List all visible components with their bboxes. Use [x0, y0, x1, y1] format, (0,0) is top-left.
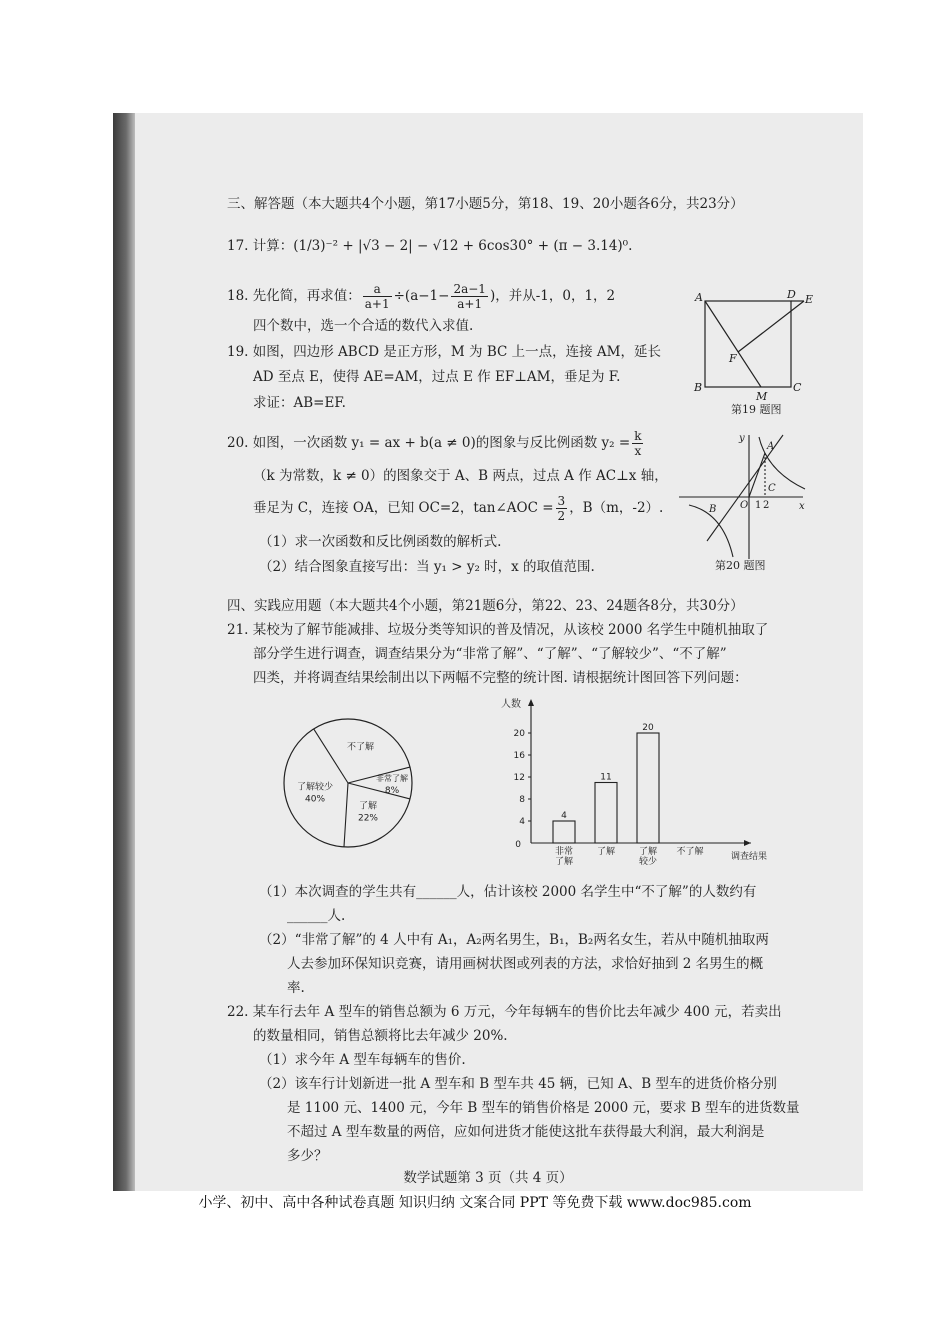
segment-am — [705, 301, 761, 387]
fig20-label-B: B — [709, 504, 717, 515]
bar — [553, 821, 575, 843]
bar-x-arrow — [744, 840, 751, 846]
q18-fraction-1 — [363, 282, 392, 311]
bar-y-tick-label: 16 — [513, 751, 525, 761]
q18-tail: )，并从-1，0，1，2 — [489, 288, 616, 304]
q19-line2: AD 至点 E，使得 AE=AM，过点 E 作 EF⊥AM，垂足为 F. — [253, 369, 621, 385]
figure-19-caption: 第19 题图 — [731, 403, 782, 416]
pie-label: 非常了解 — [376, 774, 408, 783]
q20-line2: （k 为常数，k ≠ 0）的图象交于 A、B 两点，过点 A 作 AC⊥x 轴， — [253, 468, 668, 484]
bar-category-label: 了解 — [554, 857, 574, 867]
q18-line2: 四个数中，选一个合适的数代入求值. — [253, 318, 474, 334]
q20-tan-num: 3 — [557, 494, 566, 508]
q20-tan-den: 2 — [557, 509, 566, 523]
q20-frac-num: k — [634, 429, 642, 443]
bar-y-tick-label: 12 — [513, 773, 525, 783]
q17-expression: (1/3)⁻² + |√3 − 2| − √12 + 6cos30° + (π − 3.14)⁰. — [293, 238, 633, 254]
q20-part1: （1）求一次函数和反比例函数的解析式. — [259, 534, 502, 550]
figure-20 — [679, 431, 809, 571]
pie-label: 了解 — [358, 801, 377, 812]
figure-20-caption: 第20 题图 — [715, 559, 766, 572]
q21-part2-b: 人去参加环保知识竞赛，请用画树状图或列表的方法，求恰好抽到 2 名男生的概 — [287, 956, 764, 972]
q18-fraction-2 — [451, 282, 487, 311]
pie-value-label: 8% — [384, 786, 400, 796]
label-C: C — [793, 381, 802, 394]
q17 — [227, 237, 632, 255]
fig20-label-x: x — [799, 501, 805, 512]
bar-category-label: 较少 — [638, 857, 658, 867]
bar-category-label: 了解 — [596, 847, 616, 857]
label-B: B — [694, 381, 703, 394]
q22-part1: （1）求今年 A 型车每辆车的售价. — [259, 1052, 466, 1068]
q19-line1: 19. 如图，四边形 ABCD 是正方形，M 为 BC 上一点，连接 AM，延长 — [227, 344, 661, 360]
q22-part2-d: 多少？ — [287, 1148, 328, 1164]
bar-category-label: 不了解 — [676, 847, 704, 857]
pie-label: 不了解 — [347, 742, 375, 753]
bar-y-tick-label: 20 — [513, 729, 525, 739]
fig20-label-O: O — [740, 500, 749, 511]
label-D: D — [787, 288, 796, 301]
fig20-label-A: A — [767, 441, 775, 452]
segment-oa — [749, 453, 765, 497]
bar-x-axis-label: 调查结果 — [731, 852, 768, 862]
q18-line1 — [227, 281, 615, 311]
bar-category-label: 非常 — [554, 847, 574, 857]
section4-heading: 四、实践应用题（本大题共4个小题，第21题6分，第22、23、24题各8分，共30分） — [227, 598, 744, 614]
q22-line2: 的数量相同，销售总额将比去年减少 20%. — [253, 1028, 508, 1044]
pie-chart — [278, 713, 418, 853]
bar-y-arrow — [528, 699, 534, 706]
q20-part2: （2）结合图象直接写出：当 y₁ > y₂ 时，x 的取值范围. — [259, 559, 595, 575]
bar-y-tick-label: 0 — [515, 840, 521, 850]
q22-line1: 22. 某车行去年 A 型车的销售总额为 6 万元，今年每辆车的售价比去年减少 400 元，若卖出 — [227, 1004, 782, 1020]
label-M: M — [756, 390, 768, 403]
q21-line1: 21. 某校为了解节能减排、垃圾分类等知识的普及情况，从该校 2000 名学生中随机抽取了 — [227, 622, 769, 638]
bar-data-label: 11 — [600, 772, 612, 783]
q20-line1-text: 20. 如图，一次函数 y₁ = ax + b(a ≠ 0)的图象与反比例函数 y₂ = — [227, 435, 631, 451]
bar-y-axis-label: 人数 — [501, 699, 521, 710]
bar-y-tick-label: 8 — [519, 795, 525, 805]
pie-label: 了解较少 — [297, 782, 334, 793]
bar-data-label: 4 — [561, 811, 567, 821]
q18-frac2-num: 2a−1 — [453, 282, 486, 296]
q20-line3 — [253, 493, 663, 523]
fig20-label-C: C — [768, 483, 776, 494]
q18-frac2-den: a+1 — [457, 297, 483, 311]
label-E: E — [805, 293, 814, 306]
q21-part1-b: ______人. — [287, 908, 346, 924]
bar — [637, 733, 659, 843]
q20-line3-tail: ，B（m，-2）. — [569, 500, 664, 516]
bar-data-label: 20 — [642, 723, 654, 733]
q19-line3: 求证：AB=EF. — [253, 395, 346, 411]
q20-tan-fraction — [556, 494, 568, 523]
pie-value-label: 40% — [305, 794, 326, 805]
fig20-label-y: y — [739, 433, 745, 444]
bar-y-tick-label: 4 — [519, 817, 525, 827]
q20-line3-text: 垂足为 C，连接 OA，已知 OC=2，tan∠AOC = — [253, 500, 554, 516]
q21-line2: 部分学生进行调查，调查结果分为“非常了解”、“了解”、“了解较少”、“不了解” — [253, 646, 727, 662]
pie-divider — [314, 729, 348, 783]
page-number-footer: 数学试题第 3 页（共 4 页） — [403, 1170, 573, 1186]
fig20-tick-2: 2 — [763, 500, 770, 511]
figure-19 — [691, 288, 816, 416]
q22-part2-a: （2）该车行计划新进一批 A 型车和 B 型车共 45 辆，已知 A、B 型车的进货价格分别 — [259, 1076, 777, 1092]
q18-label: 18. 先化简，再求值： — [227, 288, 361, 304]
q18-frac1-num: a — [363, 282, 392, 297]
bar — [595, 783, 617, 844]
q21-part1-a: （1）本次调查的学生共有______人，估计该校 2000 名学生中“不了解”的人数约有 — [259, 884, 757, 900]
q18-mid: ÷(a−1− — [393, 288, 450, 304]
q20-frac-den: x — [634, 444, 642, 458]
segment-ef — [738, 301, 804, 352]
q20-line1 — [227, 428, 645, 458]
q21-line3: 四类，并将调查结果绘制出以下两幅不完整的统计图. 请根据统计图回答下列问题： — [253, 670, 748, 686]
pie-divider — [348, 783, 410, 799]
q17-label: 17. 计算： — [227, 238, 294, 254]
label-F: F — [729, 352, 737, 365]
photo-dark-edge — [113, 113, 135, 1191]
q22-part2-c: 不超过 A 型车数量的两倍，应如何进货才能使这批车获得最大利润，最大利润是 — [287, 1124, 765, 1140]
label-A: A — [695, 291, 703, 304]
q20-k-fraction — [632, 429, 643, 458]
q21-part2-a: （2）“非常了解”的 4 人中有 A₁，A₂两名男生，B₁，B₂两名女生，若从中随机抽取两 — [259, 932, 769, 948]
hyperbola-branch-upper — [759, 437, 805, 489]
fig20-tick-1: 1 — [755, 500, 762, 511]
q18-frac1-den: a+1 — [364, 297, 390, 311]
q22-part2-b: 是 1100 元、1400 元，今年 B 型车的销售价格是 2000 元，要求 B 型车的进货数量 — [287, 1100, 800, 1116]
bar-chart — [491, 693, 768, 883]
pie-value-label: 22% — [357, 813, 378, 824]
exam-page-photo — [113, 113, 863, 1191]
q21-part2-c: 率. — [287, 980, 305, 996]
pie-divider — [344, 783, 348, 847]
bar-category-label: 了解 — [638, 847, 658, 857]
section3-heading: 三、解答题（本大题共4个小题，第17小题5分，第18、19、20小题各6分，共23分） — [227, 196, 744, 212]
site-footer: 小学、初中、高中各种试卷真题 知识归纳 文案合同 PPT 等免费下载 www.doc985.com — [198, 1195, 752, 1211]
